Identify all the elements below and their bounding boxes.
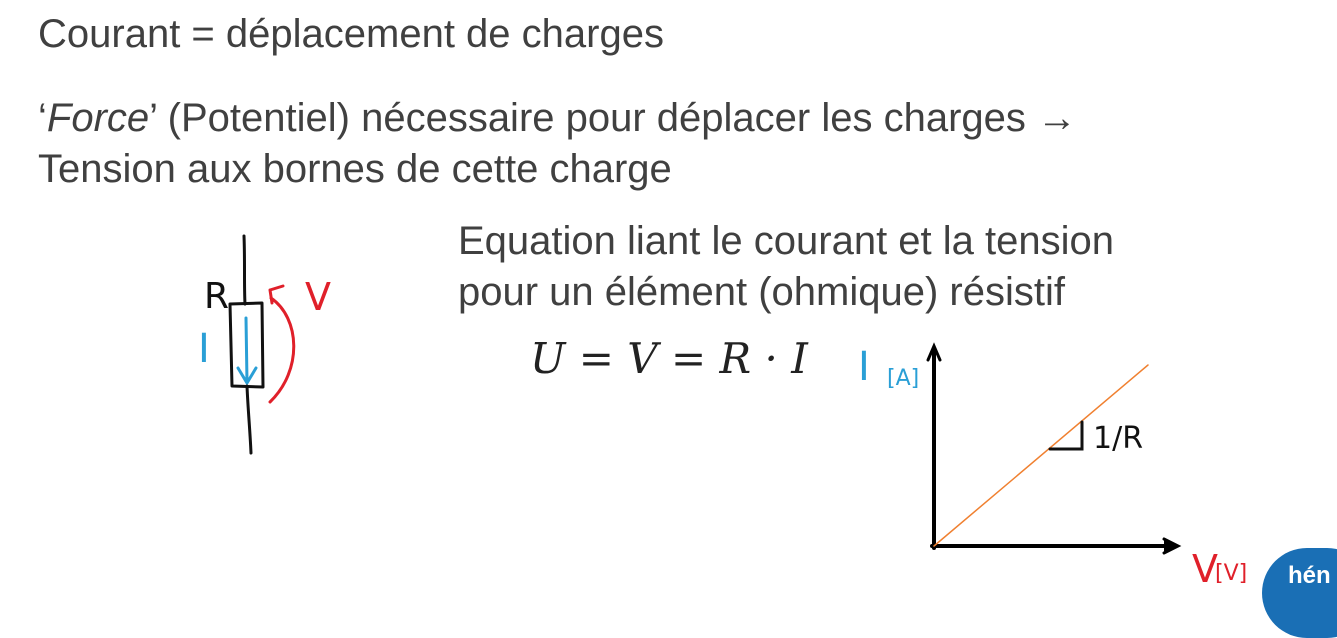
text-line-tension: Tension aux bornes de cette charge [38, 147, 672, 191]
resistor-label: R [204, 276, 230, 317]
text-line-current-definition: Courant = déplacement de charges [38, 12, 664, 56]
y-axis-unit: [A] [887, 366, 920, 391]
wire-top [244, 236, 245, 304]
force-open-quote: ‘ [38, 96, 47, 140]
force-rest: ’ (Potentiel) nécessaire pour déplacer les charges → [149, 96, 1078, 140]
ohm-law-formula: U = V = R · I [530, 334, 808, 383]
text-line-ohmic-element: pour un élément (ohmique) résistif [458, 270, 1065, 314]
x-axis-arrowhead [1164, 539, 1178, 553]
x-axis-unit: [V] [1215, 561, 1248, 586]
voltage-label: V [305, 275, 331, 319]
current-arrow [238, 318, 256, 383]
slope-triangle [1050, 422, 1082, 449]
wire-bottom [247, 386, 251, 453]
text-line-equation-intro: Equation liant le courant et la tension [458, 219, 1114, 263]
resistor-diagram [230, 236, 294, 453]
y-axis-label: I [858, 344, 870, 390]
force-word: Force [46, 96, 150, 140]
current-label: I [198, 326, 210, 372]
slope-label: 1/R [1093, 421, 1144, 456]
x-axis-label: V [1192, 547, 1218, 591]
voltage-arrow [270, 286, 294, 402]
henallux-logo [1262, 548, 1337, 638]
logo-text: hén [1288, 562, 1331, 589]
